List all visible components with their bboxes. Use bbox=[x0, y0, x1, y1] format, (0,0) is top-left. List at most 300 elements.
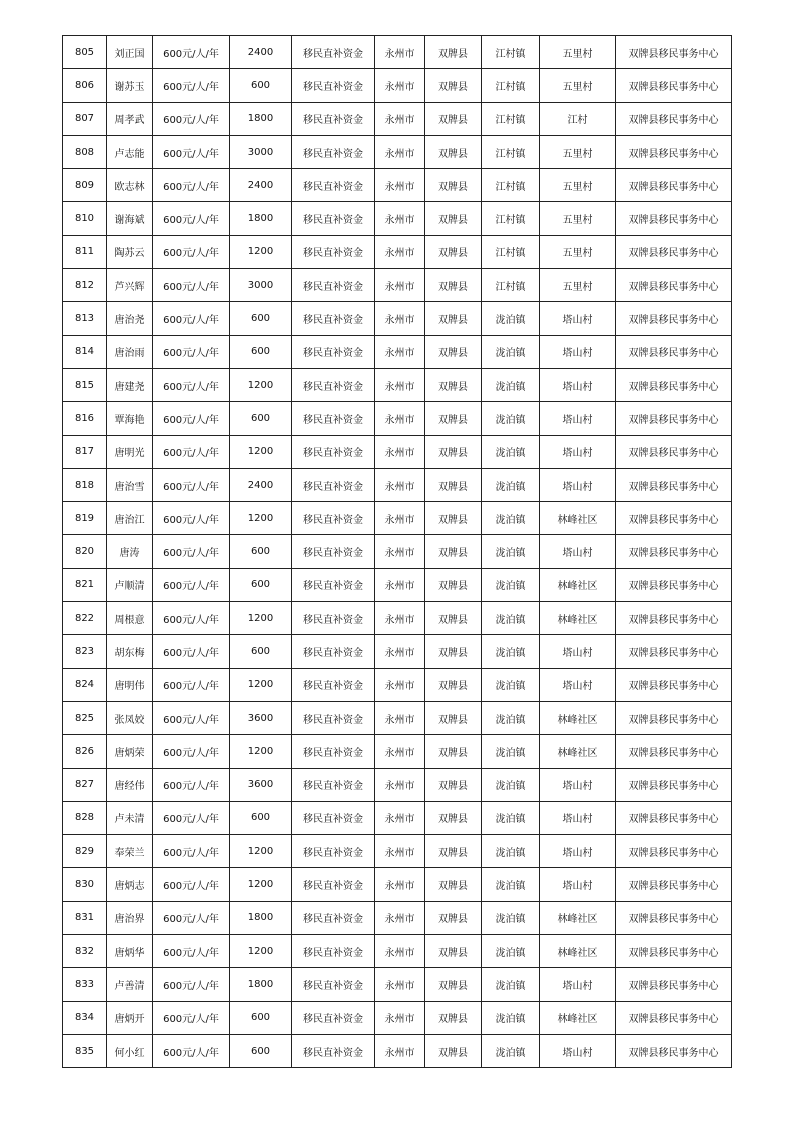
row-number-cell: 807 bbox=[63, 102, 107, 135]
town-cell: 泷泊镇 bbox=[482, 801, 540, 834]
village-cell: 塔山村 bbox=[540, 535, 616, 568]
county-cell: 双牌县 bbox=[425, 635, 482, 668]
city-cell: 永州市 bbox=[375, 402, 425, 435]
agency-cell: 双牌县移民事务中心 bbox=[616, 868, 732, 901]
city-cell: 永州市 bbox=[375, 102, 425, 135]
city-cell: 永州市 bbox=[375, 801, 425, 834]
city-cell: 永州市 bbox=[375, 269, 425, 302]
town-cell: 泷泊镇 bbox=[482, 768, 540, 801]
row-number-cell: 815 bbox=[63, 368, 107, 401]
agency-cell: 双牌县移民事务中心 bbox=[616, 302, 732, 335]
city-cell: 永州市 bbox=[375, 468, 425, 501]
table-row bbox=[63, 768, 732, 801]
row-number-cell: 811 bbox=[63, 235, 107, 268]
row-number-cell: 828 bbox=[63, 801, 107, 834]
table-row bbox=[63, 568, 732, 601]
county-cell: 双牌县 bbox=[425, 568, 482, 601]
row-number-cell: 806 bbox=[63, 69, 107, 102]
row-number-cell: 818 bbox=[63, 468, 107, 501]
amount-cell: 600 bbox=[230, 568, 292, 601]
table-row bbox=[63, 735, 732, 768]
agency-cell: 双牌县移民事务中心 bbox=[616, 335, 732, 368]
agency-cell: 双牌县移民事务中心 bbox=[616, 36, 732, 69]
town-cell: 江村镇 bbox=[482, 269, 540, 302]
county-cell: 双牌县 bbox=[425, 835, 482, 868]
name-cell: 何小红 bbox=[107, 1034, 153, 1067]
town-cell: 泷泊镇 bbox=[482, 968, 540, 1001]
agency-cell: 双牌县移民事务中心 bbox=[616, 435, 732, 468]
fund-type-cell: 移民直补资金 bbox=[292, 36, 375, 69]
town-cell: 泷泊镇 bbox=[482, 368, 540, 401]
row-number-cell: 824 bbox=[63, 668, 107, 701]
name-cell: 谢海斌 bbox=[107, 202, 153, 235]
fund-type-cell: 移民直补资金 bbox=[292, 468, 375, 501]
amount-cell: 1200 bbox=[230, 502, 292, 535]
county-cell: 双牌县 bbox=[425, 169, 482, 202]
table-row bbox=[63, 135, 732, 168]
amount-cell: 3600 bbox=[230, 701, 292, 734]
village-cell: 塔山村 bbox=[540, 302, 616, 335]
amount-cell: 1200 bbox=[230, 235, 292, 268]
amount-cell: 1800 bbox=[230, 901, 292, 934]
standard-cell: 600元/人/年 bbox=[153, 335, 230, 368]
fund-type-cell: 移民直补资金 bbox=[292, 335, 375, 368]
village-cell: 塔山村 bbox=[540, 468, 616, 501]
town-cell: 泷泊镇 bbox=[482, 868, 540, 901]
standard-cell: 600元/人/年 bbox=[153, 402, 230, 435]
town-cell: 江村镇 bbox=[482, 36, 540, 69]
row-number-cell: 830 bbox=[63, 868, 107, 901]
county-cell: 双牌县 bbox=[425, 868, 482, 901]
city-cell: 永州市 bbox=[375, 1001, 425, 1034]
row-number-cell: 827 bbox=[63, 768, 107, 801]
fund-type-cell: 移民直补资金 bbox=[292, 668, 375, 701]
agency-cell: 双牌县移民事务中心 bbox=[616, 368, 732, 401]
agency-cell: 双牌县移民事务中心 bbox=[616, 901, 732, 934]
city-cell: 永州市 bbox=[375, 169, 425, 202]
town-cell: 泷泊镇 bbox=[482, 1034, 540, 1067]
table-row bbox=[63, 36, 732, 69]
fund-type-cell: 移民直补资金 bbox=[292, 368, 375, 401]
row-number-cell: 832 bbox=[63, 935, 107, 968]
county-cell: 双牌县 bbox=[425, 502, 482, 535]
agency-cell: 双牌县移民事务中心 bbox=[616, 768, 732, 801]
amount-cell: 600 bbox=[230, 635, 292, 668]
standard-cell: 600元/人/年 bbox=[153, 69, 230, 102]
agency-cell: 双牌县移民事务中心 bbox=[616, 701, 732, 734]
village-cell: 林峰社区 bbox=[540, 1001, 616, 1034]
table-row bbox=[63, 235, 732, 268]
city-cell: 永州市 bbox=[375, 435, 425, 468]
amount-cell: 600 bbox=[230, 335, 292, 368]
fund-type-cell: 移民直补资金 bbox=[292, 269, 375, 302]
amount-cell: 3000 bbox=[230, 269, 292, 302]
table-row bbox=[63, 701, 732, 734]
standard-cell: 600元/人/年 bbox=[153, 468, 230, 501]
village-cell: 五里村 bbox=[540, 269, 616, 302]
table-row bbox=[63, 302, 732, 335]
agency-cell: 双牌县移民事务中心 bbox=[616, 568, 732, 601]
town-cell: 泷泊镇 bbox=[482, 535, 540, 568]
town-cell: 江村镇 bbox=[482, 169, 540, 202]
table-row bbox=[63, 935, 732, 968]
fund-type-cell: 移民直补资金 bbox=[292, 1001, 375, 1034]
city-cell: 永州市 bbox=[375, 235, 425, 268]
row-number-cell: 831 bbox=[63, 901, 107, 934]
name-cell: 唐治雨 bbox=[107, 335, 153, 368]
town-cell: 泷泊镇 bbox=[482, 668, 540, 701]
fund-type-cell: 移民直补资金 bbox=[292, 169, 375, 202]
agency-cell: 双牌县移民事务中心 bbox=[616, 502, 732, 535]
fund-type-cell: 移民直补资金 bbox=[292, 69, 375, 102]
fund-type-cell: 移民直补资金 bbox=[292, 835, 375, 868]
amount-cell: 1200 bbox=[230, 602, 292, 635]
name-cell: 唐炳志 bbox=[107, 868, 153, 901]
amount-cell: 600 bbox=[230, 302, 292, 335]
county-cell: 双牌县 bbox=[425, 435, 482, 468]
standard-cell: 600元/人/年 bbox=[153, 968, 230, 1001]
village-cell: 塔山村 bbox=[540, 968, 616, 1001]
standard-cell: 600元/人/年 bbox=[153, 668, 230, 701]
agency-cell: 双牌县移民事务中心 bbox=[616, 269, 732, 302]
agency-cell: 双牌县移民事务中心 bbox=[616, 69, 732, 102]
county-cell: 双牌县 bbox=[425, 1001, 482, 1034]
county-cell: 双牌县 bbox=[425, 968, 482, 1001]
city-cell: 永州市 bbox=[375, 535, 425, 568]
town-cell: 泷泊镇 bbox=[482, 901, 540, 934]
agency-cell: 双牌县移民事务中心 bbox=[616, 635, 732, 668]
fund-type-cell: 移民直补资金 bbox=[292, 602, 375, 635]
fund-type-cell: 移民直补资金 bbox=[292, 135, 375, 168]
town-cell: 泷泊镇 bbox=[482, 835, 540, 868]
city-cell: 永州市 bbox=[375, 668, 425, 701]
village-cell: 塔山村 bbox=[540, 335, 616, 368]
row-number-cell: 835 bbox=[63, 1034, 107, 1067]
county-cell: 双牌县 bbox=[425, 269, 482, 302]
row-number-cell: 810 bbox=[63, 202, 107, 235]
city-cell: 永州市 bbox=[375, 935, 425, 968]
village-cell: 五里村 bbox=[540, 36, 616, 69]
city-cell: 永州市 bbox=[375, 735, 425, 768]
town-cell: 泷泊镇 bbox=[482, 1001, 540, 1034]
fund-type-cell: 移民直补资金 bbox=[292, 768, 375, 801]
fund-type-cell: 移民直补资金 bbox=[292, 302, 375, 335]
row-number-cell: 826 bbox=[63, 735, 107, 768]
city-cell: 永州市 bbox=[375, 768, 425, 801]
name-cell: 张凤姣 bbox=[107, 701, 153, 734]
name-cell: 胡东梅 bbox=[107, 635, 153, 668]
table-row bbox=[63, 102, 732, 135]
village-cell: 五里村 bbox=[540, 202, 616, 235]
standard-cell: 600元/人/年 bbox=[153, 36, 230, 69]
amount-cell: 600 bbox=[230, 402, 292, 435]
county-cell: 双牌县 bbox=[425, 235, 482, 268]
table-row bbox=[63, 335, 732, 368]
table-row bbox=[63, 668, 732, 701]
county-cell: 双牌县 bbox=[425, 1034, 482, 1067]
name-cell: 卢善清 bbox=[107, 968, 153, 1001]
subsidy-table bbox=[62, 35, 732, 1068]
table-row bbox=[63, 69, 732, 102]
village-cell: 林峰社区 bbox=[540, 602, 616, 635]
fund-type-cell: 移民直补资金 bbox=[292, 801, 375, 834]
fund-type-cell: 移民直补资金 bbox=[292, 535, 375, 568]
agency-cell: 双牌县移民事务中心 bbox=[616, 835, 732, 868]
standard-cell: 600元/人/年 bbox=[153, 1001, 230, 1034]
agency-cell: 双牌县移民事务中心 bbox=[616, 668, 732, 701]
agency-cell: 双牌县移民事务中心 bbox=[616, 1034, 732, 1067]
table-row bbox=[63, 868, 732, 901]
table-row bbox=[63, 402, 732, 435]
agency-cell: 双牌县移民事务中心 bbox=[616, 1001, 732, 1034]
city-cell: 永州市 bbox=[375, 635, 425, 668]
town-cell: 泷泊镇 bbox=[482, 735, 540, 768]
agency-cell: 双牌县移民事务中心 bbox=[616, 169, 732, 202]
village-cell: 塔山村 bbox=[540, 835, 616, 868]
town-cell: 泷泊镇 bbox=[482, 302, 540, 335]
fund-type-cell: 移民直补资金 bbox=[292, 202, 375, 235]
name-cell: 卢志能 bbox=[107, 135, 153, 168]
standard-cell: 600元/人/年 bbox=[153, 868, 230, 901]
standard-cell: 600元/人/年 bbox=[153, 135, 230, 168]
city-cell: 永州市 bbox=[375, 202, 425, 235]
name-cell: 芦兴辉 bbox=[107, 269, 153, 302]
village-cell: 林峰社区 bbox=[540, 935, 616, 968]
amount-cell: 600 bbox=[230, 801, 292, 834]
county-cell: 双牌县 bbox=[425, 935, 482, 968]
city-cell: 永州市 bbox=[375, 335, 425, 368]
table-row bbox=[63, 602, 732, 635]
table-row bbox=[63, 635, 732, 668]
agency-cell: 双牌县移民事务中心 bbox=[616, 801, 732, 834]
agency-cell: 双牌县移民事务中心 bbox=[616, 468, 732, 501]
county-cell: 双牌县 bbox=[425, 102, 482, 135]
standard-cell: 600元/人/年 bbox=[153, 502, 230, 535]
fund-type-cell: 移民直补资金 bbox=[292, 635, 375, 668]
fund-type-cell: 移民直补资金 bbox=[292, 901, 375, 934]
village-cell: 江村 bbox=[540, 102, 616, 135]
city-cell: 永州市 bbox=[375, 69, 425, 102]
town-cell: 泷泊镇 bbox=[482, 502, 540, 535]
name-cell: 唐治雪 bbox=[107, 468, 153, 501]
fund-type-cell: 移民直补资金 bbox=[292, 568, 375, 601]
name-cell: 覃海艳 bbox=[107, 402, 153, 435]
amount-cell: 1200 bbox=[230, 368, 292, 401]
town-cell: 泷泊镇 bbox=[482, 468, 540, 501]
name-cell: 唐炳华 bbox=[107, 935, 153, 968]
name-cell: 欧志林 bbox=[107, 169, 153, 202]
amount-cell: 600 bbox=[230, 69, 292, 102]
town-cell: 江村镇 bbox=[482, 135, 540, 168]
town-cell: 泷泊镇 bbox=[482, 935, 540, 968]
amount-cell: 1800 bbox=[230, 202, 292, 235]
village-cell: 林峰社区 bbox=[540, 735, 616, 768]
standard-cell: 600元/人/年 bbox=[153, 235, 230, 268]
county-cell: 双牌县 bbox=[425, 701, 482, 734]
town-cell: 江村镇 bbox=[482, 69, 540, 102]
city-cell: 永州市 bbox=[375, 502, 425, 535]
name-cell: 谢苏玉 bbox=[107, 69, 153, 102]
village-cell: 林峰社区 bbox=[540, 568, 616, 601]
standard-cell: 600元/人/年 bbox=[153, 202, 230, 235]
town-cell: 江村镇 bbox=[482, 102, 540, 135]
name-cell: 唐明光 bbox=[107, 435, 153, 468]
village-cell: 塔山村 bbox=[540, 435, 616, 468]
name-cell: 周根意 bbox=[107, 602, 153, 635]
fund-type-cell: 移民直补资金 bbox=[292, 1034, 375, 1067]
fund-type-cell: 移民直补资金 bbox=[292, 701, 375, 734]
table-row bbox=[63, 202, 732, 235]
standard-cell: 600元/人/年 bbox=[153, 602, 230, 635]
agency-cell: 双牌县移民事务中心 bbox=[616, 935, 732, 968]
name-cell: 唐炳荣 bbox=[107, 735, 153, 768]
row-number-cell: 829 bbox=[63, 835, 107, 868]
row-number-cell: 819 bbox=[63, 502, 107, 535]
table-row bbox=[63, 1034, 732, 1067]
amount-cell: 600 bbox=[230, 1001, 292, 1034]
fund-type-cell: 移民直补资金 bbox=[292, 502, 375, 535]
town-cell: 泷泊镇 bbox=[482, 335, 540, 368]
standard-cell: 600元/人/年 bbox=[153, 568, 230, 601]
row-number-cell: 821 bbox=[63, 568, 107, 601]
row-number-cell: 813 bbox=[63, 302, 107, 335]
county-cell: 双牌县 bbox=[425, 335, 482, 368]
county-cell: 双牌县 bbox=[425, 36, 482, 69]
name-cell: 唐炳开 bbox=[107, 1001, 153, 1034]
amount-cell: 2400 bbox=[230, 36, 292, 69]
agency-cell: 双牌县移民事务中心 bbox=[616, 968, 732, 1001]
standard-cell: 600元/人/年 bbox=[153, 935, 230, 968]
table-row bbox=[63, 901, 732, 934]
amount-cell: 600 bbox=[230, 535, 292, 568]
name-cell: 唐治江 bbox=[107, 502, 153, 535]
row-number-cell: 814 bbox=[63, 335, 107, 368]
county-cell: 双牌县 bbox=[425, 402, 482, 435]
table-row bbox=[63, 835, 732, 868]
fund-type-cell: 移民直补资金 bbox=[292, 868, 375, 901]
city-cell: 永州市 bbox=[375, 568, 425, 601]
table-row bbox=[63, 368, 732, 401]
row-number-cell: 817 bbox=[63, 435, 107, 468]
name-cell: 卢顺清 bbox=[107, 568, 153, 601]
name-cell: 唐治尧 bbox=[107, 302, 153, 335]
city-cell: 永州市 bbox=[375, 1034, 425, 1067]
county-cell: 双牌县 bbox=[425, 535, 482, 568]
village-cell: 五里村 bbox=[540, 169, 616, 202]
city-cell: 永州市 bbox=[375, 36, 425, 69]
county-cell: 双牌县 bbox=[425, 69, 482, 102]
city-cell: 永州市 bbox=[375, 701, 425, 734]
village-cell: 林峰社区 bbox=[540, 502, 616, 535]
agency-cell: 双牌县移民事务中心 bbox=[616, 735, 732, 768]
standard-cell: 600元/人/年 bbox=[153, 768, 230, 801]
village-cell: 塔山村 bbox=[540, 668, 616, 701]
amount-cell: 3000 bbox=[230, 135, 292, 168]
town-cell: 江村镇 bbox=[482, 235, 540, 268]
county-cell: 双牌县 bbox=[425, 368, 482, 401]
amount-cell: 1800 bbox=[230, 102, 292, 135]
village-cell: 五里村 bbox=[540, 69, 616, 102]
standard-cell: 600元/人/年 bbox=[153, 169, 230, 202]
name-cell: 唐治界 bbox=[107, 901, 153, 934]
name-cell: 唐建尧 bbox=[107, 368, 153, 401]
village-cell: 林峰社区 bbox=[540, 701, 616, 734]
agency-cell: 双牌县移民事务中心 bbox=[616, 235, 732, 268]
amount-cell: 1200 bbox=[230, 435, 292, 468]
county-cell: 双牌县 bbox=[425, 135, 482, 168]
amount-cell: 2400 bbox=[230, 468, 292, 501]
amount-cell: 1200 bbox=[230, 835, 292, 868]
county-cell: 双牌县 bbox=[425, 202, 482, 235]
county-cell: 双牌县 bbox=[425, 901, 482, 934]
name-cell: 刘正国 bbox=[107, 36, 153, 69]
standard-cell: 600元/人/年 bbox=[153, 435, 230, 468]
standard-cell: 600元/人/年 bbox=[153, 701, 230, 734]
name-cell: 周孝武 bbox=[107, 102, 153, 135]
agency-cell: 双牌县移民事务中心 bbox=[616, 202, 732, 235]
village-cell: 林峰社区 bbox=[540, 901, 616, 934]
town-cell: 江村镇 bbox=[482, 202, 540, 235]
agency-cell: 双牌县移民事务中心 bbox=[616, 402, 732, 435]
agency-cell: 双牌县移民事务中心 bbox=[616, 135, 732, 168]
village-cell: 五里村 bbox=[540, 135, 616, 168]
village-cell: 塔山村 bbox=[540, 768, 616, 801]
amount-cell: 1200 bbox=[230, 735, 292, 768]
name-cell: 卢未清 bbox=[107, 801, 153, 834]
table-row bbox=[63, 169, 732, 202]
amount-cell: 1200 bbox=[230, 668, 292, 701]
name-cell: 唐涛 bbox=[107, 535, 153, 568]
table-row bbox=[63, 968, 732, 1001]
amount-cell: 3600 bbox=[230, 768, 292, 801]
city-cell: 永州市 bbox=[375, 368, 425, 401]
village-cell: 塔山村 bbox=[540, 868, 616, 901]
row-number-cell: 822 bbox=[63, 602, 107, 635]
standard-cell: 600元/人/年 bbox=[153, 535, 230, 568]
county-cell: 双牌县 bbox=[425, 735, 482, 768]
fund-type-cell: 移民直补资金 bbox=[292, 402, 375, 435]
standard-cell: 600元/人/年 bbox=[153, 1034, 230, 1067]
village-cell: 五里村 bbox=[540, 235, 616, 268]
row-number-cell: 820 bbox=[63, 535, 107, 568]
row-number-cell: 809 bbox=[63, 169, 107, 202]
county-cell: 双牌县 bbox=[425, 302, 482, 335]
town-cell: 泷泊镇 bbox=[482, 435, 540, 468]
fund-type-cell: 移民直补资金 bbox=[292, 102, 375, 135]
table-row bbox=[63, 1001, 732, 1034]
row-number-cell: 823 bbox=[63, 635, 107, 668]
amount-cell: 600 bbox=[230, 1034, 292, 1067]
village-cell: 塔山村 bbox=[540, 1034, 616, 1067]
standard-cell: 600元/人/年 bbox=[153, 368, 230, 401]
name-cell: 唐经伟 bbox=[107, 768, 153, 801]
table-row bbox=[63, 535, 732, 568]
standard-cell: 600元/人/年 bbox=[153, 102, 230, 135]
county-cell: 双牌县 bbox=[425, 768, 482, 801]
city-cell: 永州市 bbox=[375, 135, 425, 168]
county-cell: 双牌县 bbox=[425, 801, 482, 834]
row-number-cell: 812 bbox=[63, 269, 107, 302]
table-row bbox=[63, 801, 732, 834]
city-cell: 永州市 bbox=[375, 968, 425, 1001]
standard-cell: 600元/人/年 bbox=[153, 901, 230, 934]
fund-type-cell: 移民直补资金 bbox=[292, 935, 375, 968]
name-cell: 奉荣兰 bbox=[107, 835, 153, 868]
fund-type-cell: 移民直补资金 bbox=[292, 735, 375, 768]
town-cell: 泷泊镇 bbox=[482, 402, 540, 435]
name-cell: 唐明伟 bbox=[107, 668, 153, 701]
amount-cell: 1200 bbox=[230, 935, 292, 968]
